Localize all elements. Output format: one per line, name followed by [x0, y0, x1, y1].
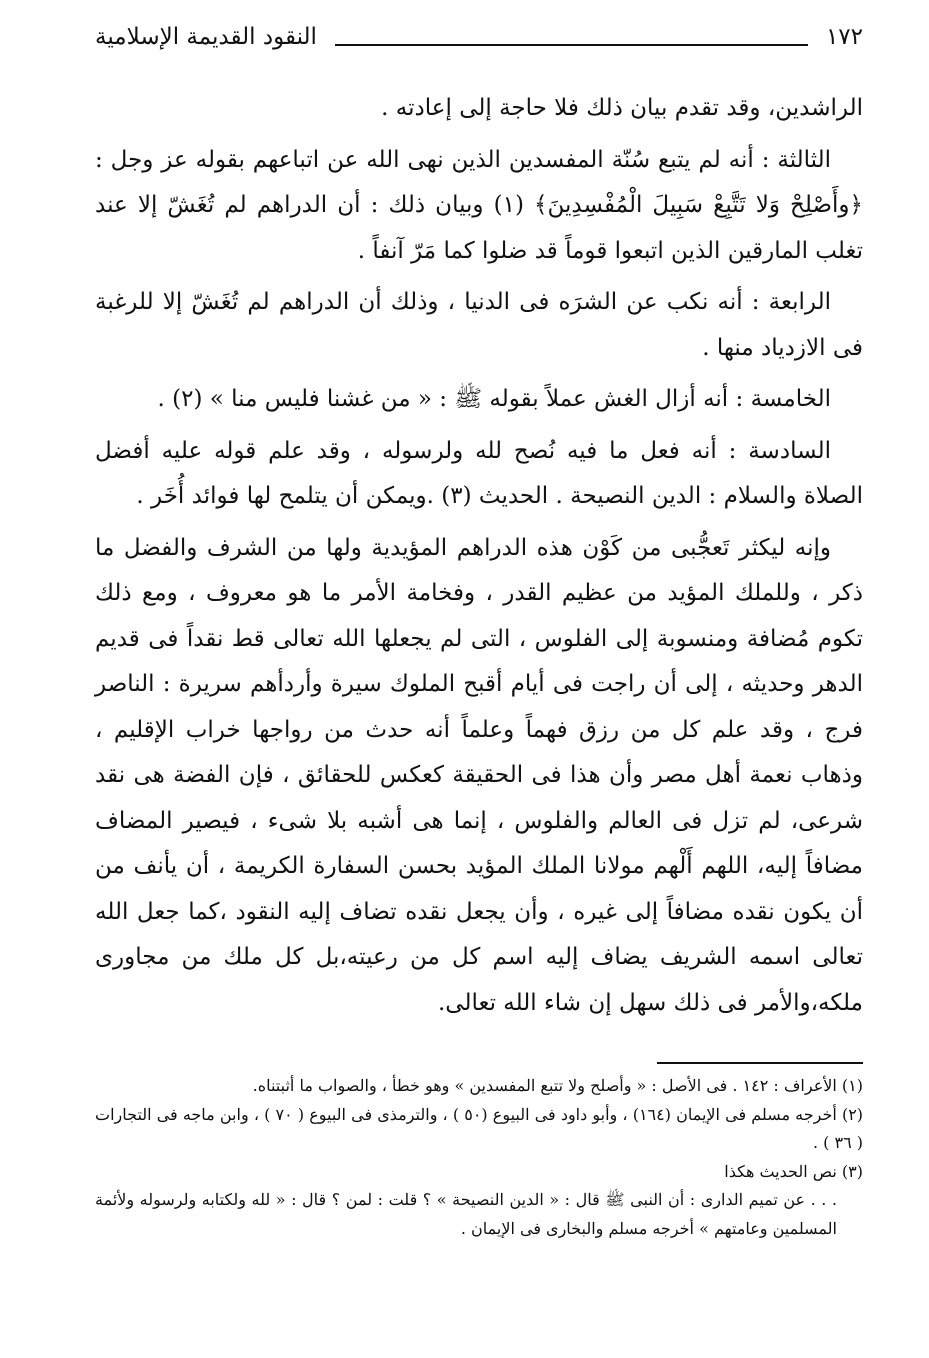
paragraph-fourth: الرابعة : أنه نكب عن الشرَه فى الدنيا ، وذلك أن الدراهم لم تُغَشّ إلا للرغبة فى الازدياد منها . — [95, 289, 863, 361]
footnote-3-title: (٣) نص الحديث هكذا — [724, 1161, 863, 1181]
running-title: النقود القديمة الإسلامية — [95, 24, 317, 50]
page-number: ١٧٢ — [825, 24, 863, 50]
main-text — [95, 86, 863, 1026]
footnote-2: (٢) أخرجه مسلم فى الإيمان (١٦٤) ، وأبو داود فى البيوع (٥٠ ) ، والترمذى فى البيوع ( ٧٠ ) ، وابن ماجه فى التجارات ( ٣٦ ) . — [95, 1104, 864, 1152]
book-page — [95, 18, 863, 1243]
header-rule — [335, 44, 808, 46]
paragraph-wonder: وإنه ليكثر تَعجُّبى من كَوْن هذه الدراهم المؤيدية ولها من الشرف والفضل ما ذكر ، وللملك المؤيد من عظيم القدر ، وفخامة الأمر ما هو معروف ، ومع ذلك تكوم مُضافة ومنسوبة إلى الفلوس ، التى لم يجعلها الله تعالى قط نقداً فى قديم الدهر وحديثه ، إلى أن راجت فى أيام أقبح الملوك سيرة وأردأهم سريرة : الناصر فرج ، وقد علم كل من رزق فهماً وعلماً أنه حدث من رواجها خراب الإقليم ، وذهاب نعمة أهل مصر وأن هذا فى الحقيقة كعكس للحقائق ، فإن الفضة هى نقد شرعى، لم تزل فى العالم والفلوس ، إنما هى أشبه بلا شىء ، فيصير المضاف مضافاً إليه، اللهم أَلْهم مولانا الملك المؤيد بحسن السفارة الكريمة ، أن يأنف من أن يكون نقده مضافاً إلى غيره ، وأن يجعل نقده تضاف إليه النقود ،كما جعل الله تعالى اسمه الشريف يضاف إليه اسم كل من رعيته،بل كل ملك من مجاورى ملكه،والأمر فى ذلك سهل إن شاء الله تعالى. — [95, 534, 863, 1016]
paragraph-third: الثالثة : أنه لم يتبع سُنّة المفسدين الذين نهى الله عن اتباعهم بقوله عز وجل : ﴿وأَصْلِحْ وَلا تَتَّبِعْ سَبِيلَ الْمُفْسِدِينَ﴾ (١) وبيان ذلك : أن الدراهم لم تُغَشّ إلا عند تغلب المارقين الذين اتبعوا قوماً قد ضلوا كما مَرّ آنفاً . — [95, 146, 863, 264]
footnote-1: (١) الأعراف : ١٤٢ . فى الأصل : « وأصلح ولا تتبع المفسدين » وهو خطأ ، والصواب ما أثبتناه. — [252, 1076, 863, 1095]
footnote-rule — [657, 1062, 863, 1064]
paragraph-continuation: الراشدين، وقد تقدم بيان ذلك فلا حاجة إلى إعادته . — [381, 95, 863, 121]
footnote-3-text: . . . عن تميم الدارى : أن النبى ﷺ قال : « الدين النصيحة » ؟ قلت : لمن ؟ قال : « لله ولكتابه ولرسوله ولأئمة المسلمين وعامتهم » أخرجه مسلم والبخارى فى الإيمان . — [95, 1190, 837, 1238]
footnotes — [95, 1072, 863, 1243]
paragraph-fifth: الخامسة : أنه أزال الغش عملاً بقوله ﷺ : « من غشنا فليس منا » (٢) . — [157, 386, 831, 412]
paragraph-sixth: السادسة : أنه فعل ما فيه نُصح لله ولرسوله ، وقد علم قوله عليه أفضل الصلاة والسلام : الدين النصيحة . الحديث (٣) .ويمكن أن يتلمح لها فوائد أُخَر . — [95, 437, 863, 509]
page-header — [95, 18, 863, 56]
